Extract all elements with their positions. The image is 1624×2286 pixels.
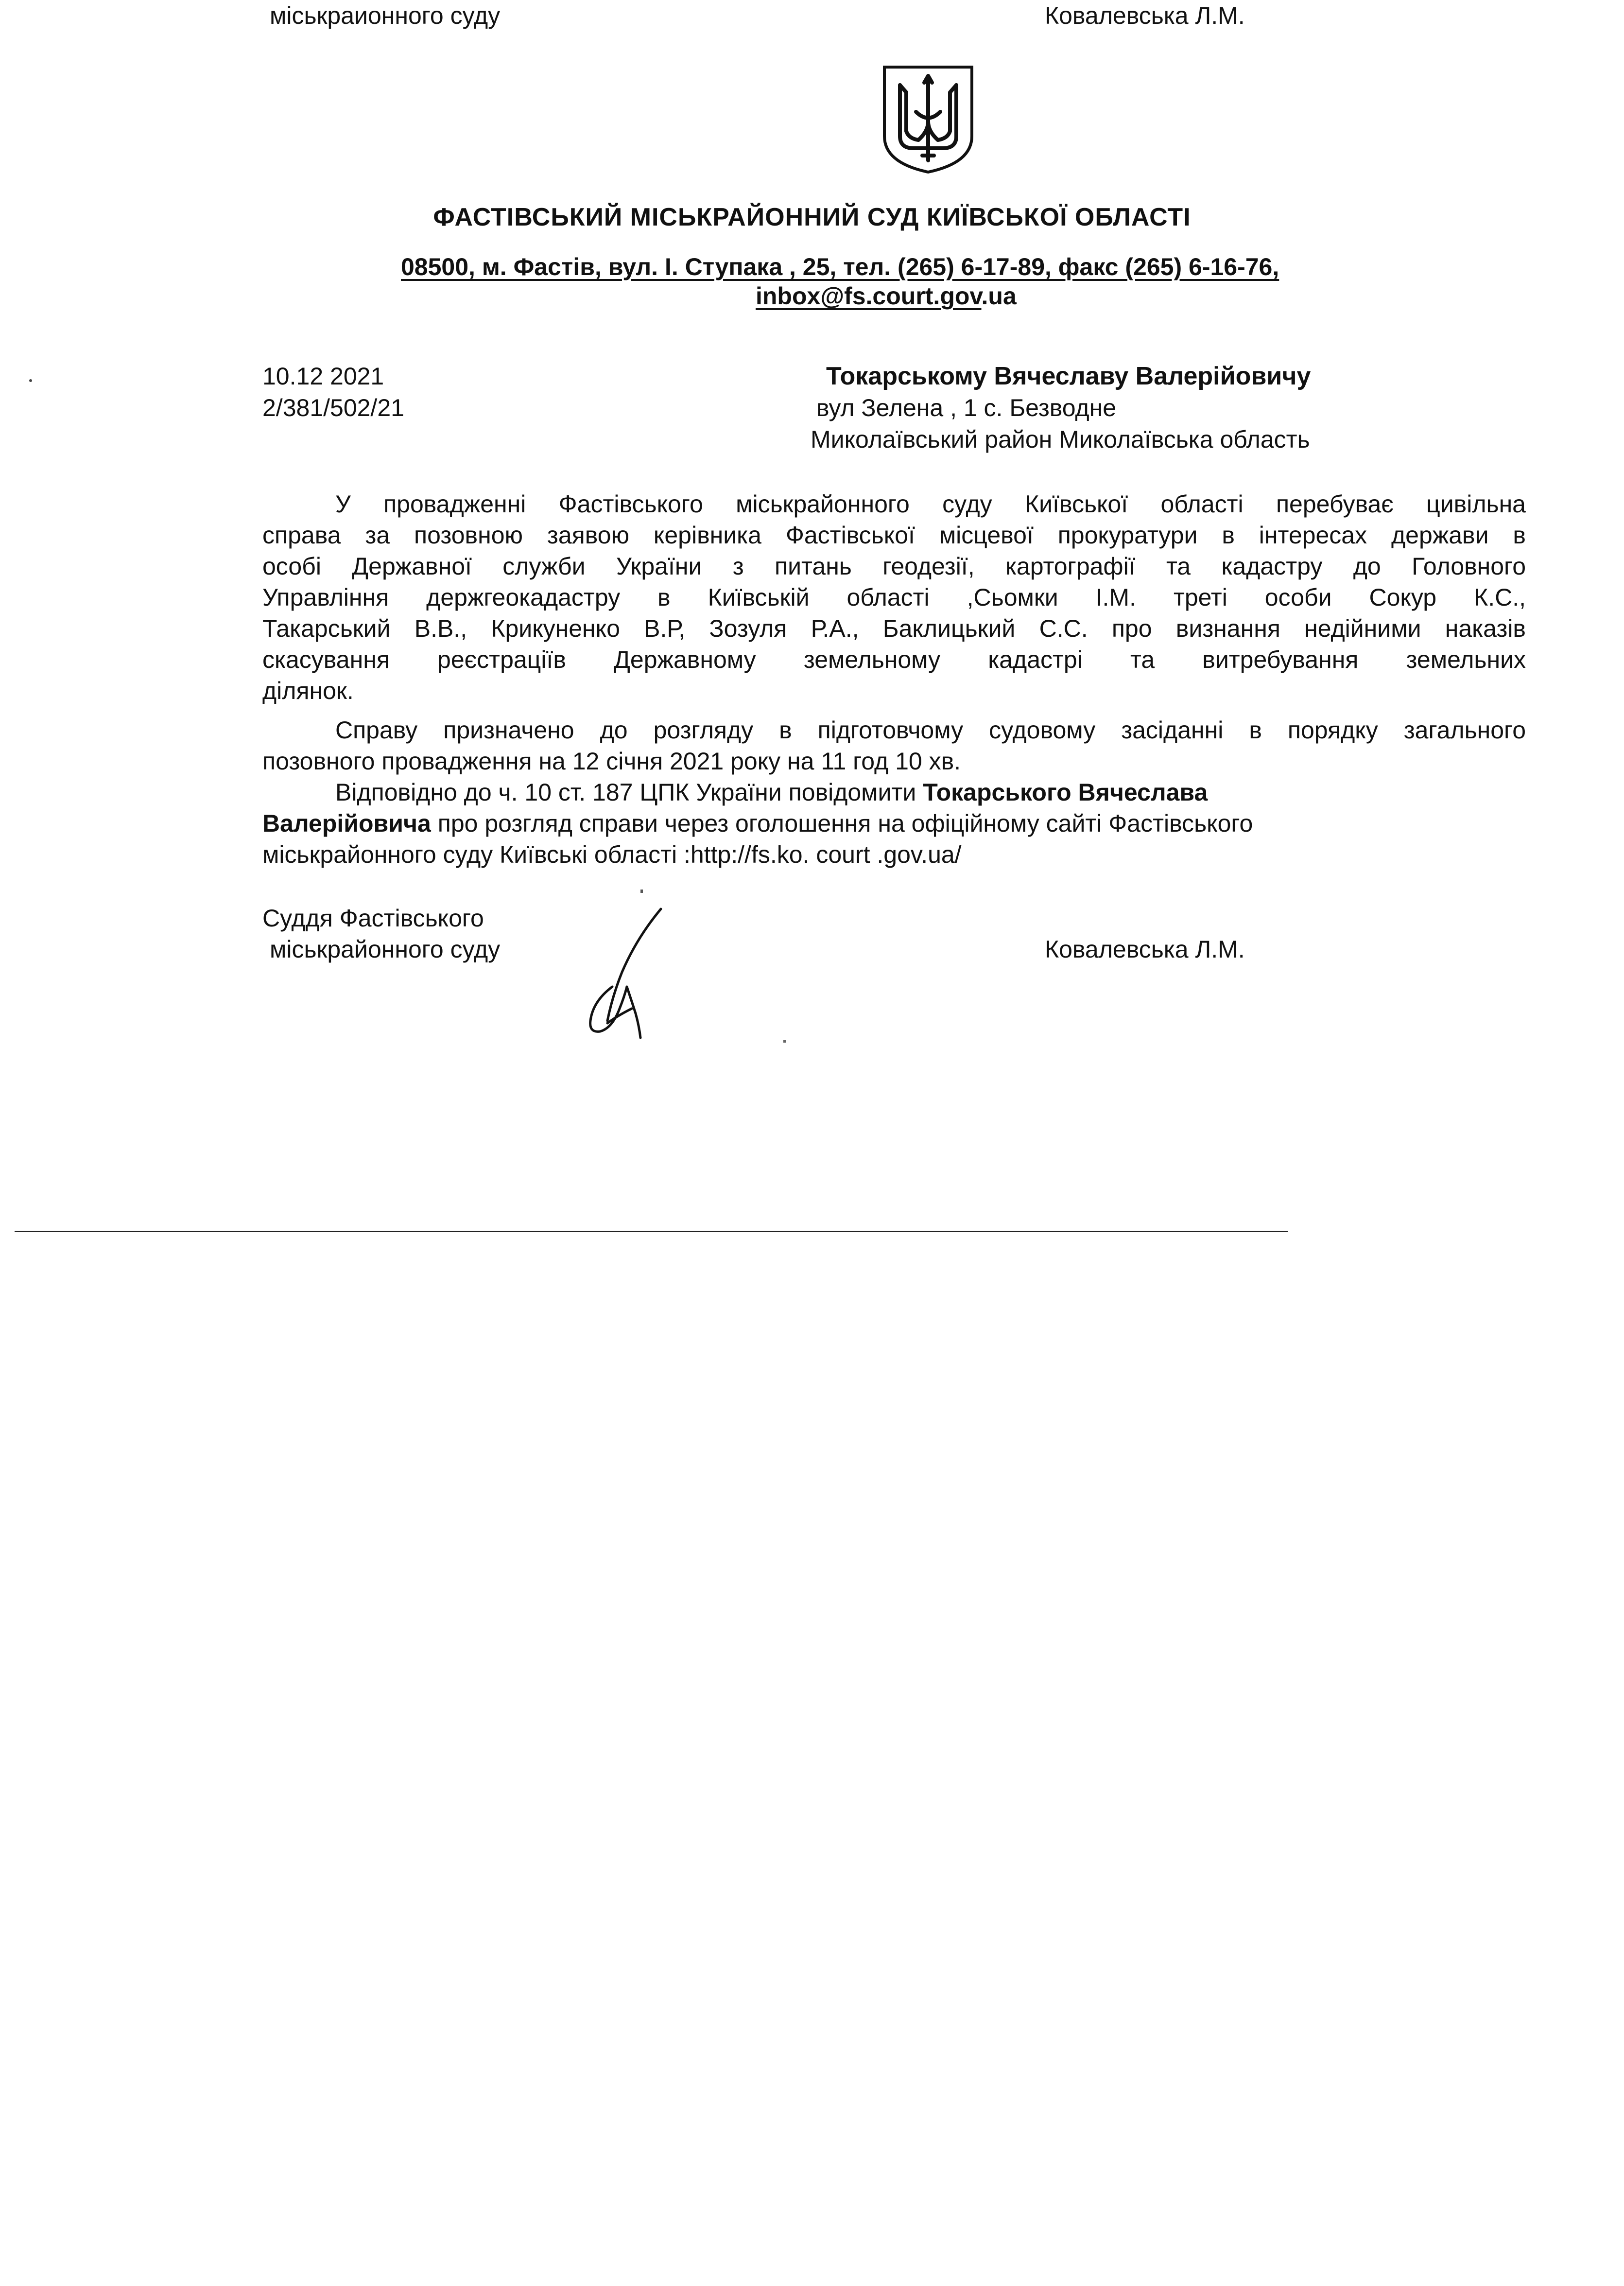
body-line: Такарський В.В., Крикуненко В.Р, Зозуля Р.А., Баклицький С.С. про визнання недійними наказів	[262, 615, 1526, 642]
body-line: справа за позовною заявою керівника Фастівської місцевої прокуратури в інтересах держави в	[262, 522, 1526, 549]
court-name: ФАСТІВСЬКИЙ МІСЬКРАЙОННИЙ СУД КИЇВСЬКОЇ ОБЛАСТІ	[433, 203, 1191, 231]
bottom-rule	[15, 1231, 1288, 1232]
body-paragraph-3-line2	[262, 808, 1253, 839]
case-number: 2/381/502/21	[262, 394, 404, 421]
body-paragraph-2	[262, 715, 1526, 777]
body-line: особі Державної служби України з питань геодезії, картографії та кадастру до Головного	[262, 553, 1526, 580]
body-paragraph-3-line1	[335, 777, 1208, 808]
body-paragraph-3-line3: міськрайонного суду Київські області :http://fs.ko. court .gov.ua/	[262, 841, 962, 868]
recipient-address-line2: Миколаївський район Миколаївська область	[811, 426, 1310, 453]
signature-title-line2: міськрайонного суду	[270, 936, 501, 963]
notice-rest: про розгляд справи через оголошення на офіційному сайті Фастівського	[431, 810, 1253, 837]
handwritten-signature-icon	[578, 904, 666, 1040]
body-line: скасування реєстраціїв Державному земельному кадастрі та витребування земельних	[262, 646, 1526, 673]
body-line: позовного провадження на 12 січня 2021 року на 11 год 10 хв.	[262, 748, 961, 775]
court-email-link[interactable]: inbox@fs.court.gov	[756, 282, 982, 310]
recipient-address-line1: вул Зелена , 1 с. Безводне	[816, 394, 1117, 421]
court-email	[756, 280, 1017, 312]
scan-speck	[783, 1040, 786, 1043]
body-paragraph-1	[262, 489, 1526, 706]
court-address: 08500, м. Фастів, вул. І. Ступака , 25, тел. (265) 6-17-89, факс (265) 6-16-76,	[401, 253, 1279, 280]
judge-name: Ковалевська Л.М.	[1045, 936, 1245, 963]
notice-prefix: Відповідно до ч. 10 ст. 187 ЦПК України повідомити	[335, 779, 923, 806]
letter-date: 10.12 2021	[262, 363, 384, 390]
body-line: У провадженні Фастівського міськрайонного суду Київської області перебуває цивільна	[335, 490, 1526, 518]
top-fragment-right: Ковалевська Л.М.	[1045, 2, 1245, 29]
court-email-suffix: .ua	[981, 282, 1017, 310]
body-line: Справу призначено до розгляду в підготовчому судовому засіданні в порядку загального	[335, 716, 1526, 744]
scan-speck	[29, 379, 32, 382]
coat-of-arms-icon	[880, 63, 977, 175]
notice-name-bold: Токарського Вячеслава	[923, 779, 1208, 806]
notice-patronymic-bold: Валерійовича	[262, 810, 431, 837]
body-line: ділянок.	[262, 677, 354, 704]
signature-title-line1: Суддя Фастівського	[262, 905, 484, 932]
recipient-name: Токарському Вячеславу Валерійовичу	[826, 362, 1311, 390]
scan-speck	[640, 890, 643, 893]
top-fragment-left: міськраионного суду	[270, 2, 501, 29]
body-line: Управління держгеокадастру в Київській області ,Сьомки І.М. треті особи Сокур К.С.,	[262, 584, 1526, 611]
